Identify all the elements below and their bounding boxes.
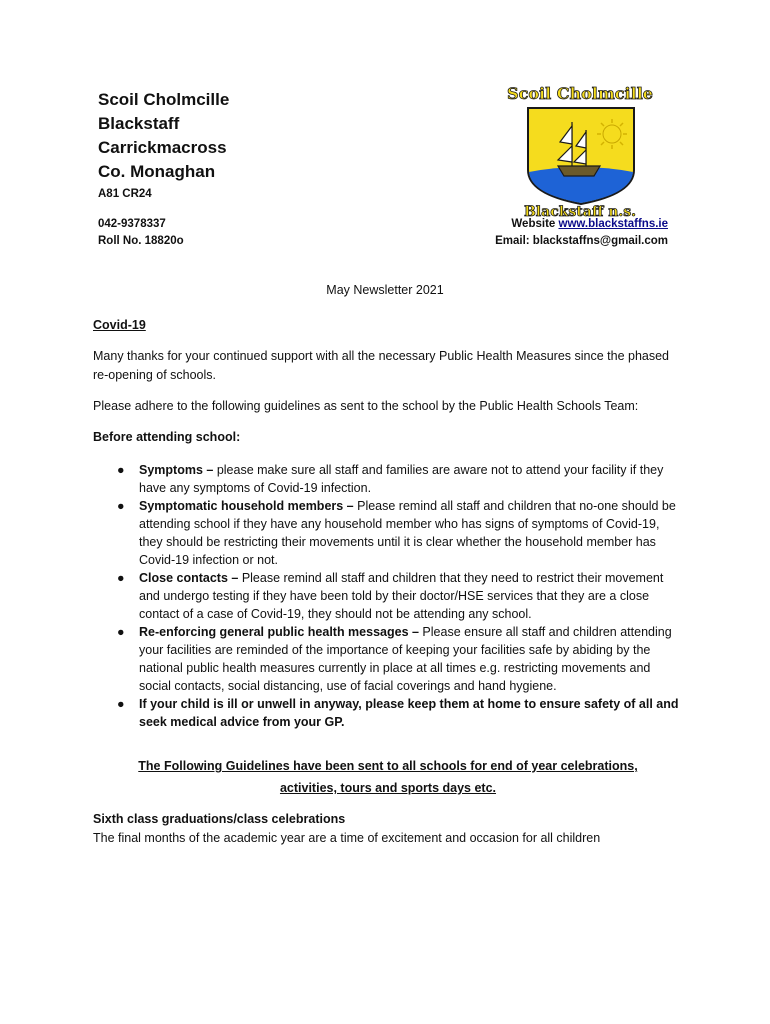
newsletter-body — [93, 316, 683, 848]
bullet-icon: ● — [117, 499, 125, 513]
school-crest-logo — [488, 82, 672, 220]
address-line-2: Carrickmacross — [98, 138, 227, 157]
website-link[interactable]: www.blackstaffns.ie — [558, 218, 668, 230]
guidelines-heading-line-1: The Following Guidelines have been sent to all schools for end of year celebrations, — [138, 759, 638, 773]
crest-bottom-text: Blackstaff n.s. — [523, 204, 637, 220]
list-item — [117, 695, 683, 731]
list-item — [117, 461, 683, 497]
roll-number: Roll No. 18820o — [98, 235, 184, 247]
website-label: Website — [511, 218, 556, 230]
bullet-icon: ● — [117, 625, 125, 639]
list-item — [117, 623, 683, 695]
bullet-bold: Symptoms – — [139, 463, 214, 477]
newsletter-title: May Newsletter 2021 — [326, 283, 444, 297]
address-line-1: Blackstaff — [98, 114, 180, 133]
address-line-3: Co. Monaghan — [98, 162, 216, 181]
school-name: Scoil Cholmcille — [98, 90, 230, 109]
sixth-class-heading: Sixth class graduations/class celebrations — [93, 812, 346, 826]
guidelines-heading-line-2: activities, tours and sports days etc. — [279, 781, 497, 795]
phone-number: 042-9378337 — [98, 218, 166, 230]
list-item — [117, 497, 683, 569]
before-attending-heading: Before attending school: — [93, 430, 241, 444]
bullet-icon: ● — [117, 571, 125, 585]
bullet-text: Please ensure all staff and children attending your facilities are reminded of the importance of keeping your facilities safe by abiding by the national public health measures currently in place at all times e.g. restricting movements and social contacts, social distancing, use of facial coverings and hand hygiene. — [139, 625, 672, 693]
bullet-icon: ● — [117, 463, 125, 477]
guidelines-paragraph: Please adhere to the following guidelines as sent to the school by the Public Health Schools Team: — [93, 399, 639, 413]
list-item — [117, 569, 683, 623]
bullet-bold: Symptomatic household members – — [139, 499, 354, 513]
bullet-bold: If your child is ill or unwell in anyway, please keep them at home to ensure safety of all and seek medical advice from your GP. — [139, 697, 679, 729]
bullet-text: please make sure all staff and families are aware not to attend your facility if they have any symptoms of Covid-19 infection. — [139, 463, 664, 495]
sixth-class-text: The final months of the academic year are a time of excitement and occasion for all children — [93, 831, 601, 845]
contact-right — [495, 216, 668, 250]
contact-left — [98, 216, 184, 250]
school-address — [98, 88, 229, 202]
bullet-text: Please remind all staff and children that no-one should be attending school if they have any household member who has signs of symptoms of Covid-19, they should be restricting their movements until it is clear whether the household member has Covid-19 infection or not. — [139, 499, 676, 567]
crest-top-text: Scoil Cholmcille — [507, 84, 653, 103]
eircode: A81 CR24 — [98, 188, 152, 200]
covid-heading: Covid-19 — [93, 318, 146, 332]
bullet-text: Please remind all staff and children that they need to restrict their movement and undergo testing if they have been told by their doctor/HSE services that they are a close contact of a case of Covid-19, they should not be attending any school. — [139, 571, 664, 621]
intro-paragraph: Many thanks for your continued support with all the necessary Public Health Measures since the phased re-opening of schools. — [93, 349, 670, 382]
email-line: Email: blackstaffns@gmail.com — [495, 235, 668, 247]
end-of-year-guidelines-heading — [93, 755, 683, 799]
bullet-bold: Close contacts – — [139, 571, 239, 585]
bullet-icon: ● — [117, 697, 125, 711]
guideline-list — [93, 461, 683, 731]
bullet-bold: Re-enforcing general public health messages – — [139, 625, 419, 639]
